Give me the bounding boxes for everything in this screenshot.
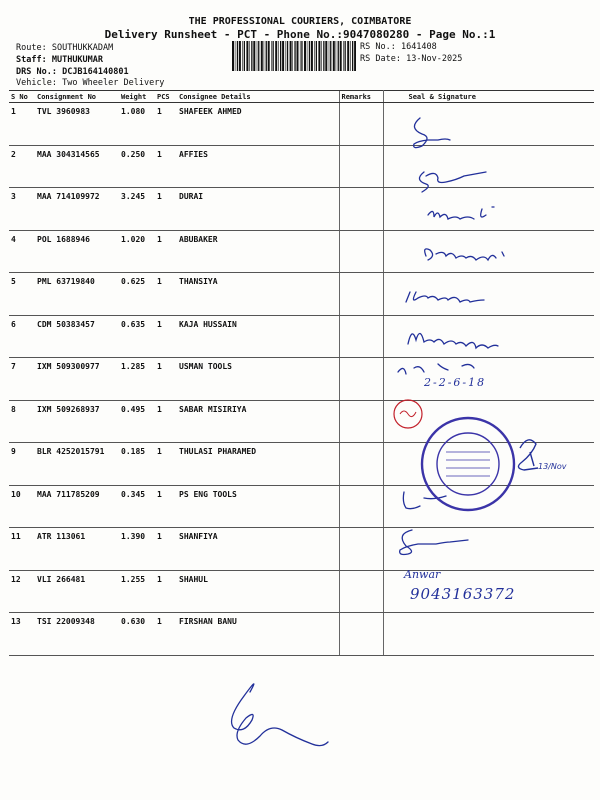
cell-consignment: TSI 22009348 — [35, 613, 119, 656]
col-weight: Weight — [119, 91, 155, 103]
cell-consignment: MAA 711785209 — [35, 485, 119, 528]
barcode-bar — [347, 41, 349, 71]
cell-consignee: THULASI PHARAMED — [177, 443, 339, 486]
cell-pcs: 1 — [155, 273, 177, 316]
barcode-bar — [292, 41, 293, 71]
barcode-bar — [266, 41, 267, 71]
cell-consignment: MAA 304314565 — [35, 145, 119, 188]
cell-consignment: VLI 266481 — [35, 570, 119, 613]
cell-consignee: SHANFIYA — [177, 528, 339, 571]
table-row — [9, 103, 594, 146]
table-row — [9, 315, 594, 358]
cell-remarks — [339, 358, 383, 401]
cell-pcs: 1 — [155, 570, 177, 613]
rs-no-line — [360, 42, 437, 52]
cell-weight: 1.285 — [119, 358, 155, 401]
rs-date-value: 13-Nov-2025 — [406, 54, 463, 64]
col-pcs: PCS — [155, 91, 177, 103]
barcode-bar — [257, 41, 258, 71]
staff-label: Staff: — [16, 55, 47, 65]
barcode-bar — [242, 41, 243, 71]
drs-line — [16, 67, 129, 77]
barcode-bar — [246, 41, 248, 71]
vehicle-value: Two Wheeler Delivery — [62, 78, 165, 88]
cell-weight: 1.020 — [119, 230, 155, 273]
handwritten-name-note: Anwar — [404, 568, 441, 581]
barcode-bar — [239, 41, 241, 71]
barcode-bar — [271, 41, 272, 71]
cell-consignment: MAA 714109972 — [35, 188, 119, 231]
barcode-bar — [273, 41, 274, 71]
table-row — [9, 188, 594, 231]
cell-consignee: FIRSHAN BANU — [177, 613, 339, 656]
barcode-bar — [261, 41, 263, 71]
barcode-bar — [323, 41, 324, 71]
route-line — [16, 43, 113, 53]
cell-signature — [383, 613, 594, 656]
barcode-bar — [290, 41, 292, 71]
drs-label: DRS No.: — [16, 67, 57, 77]
cell-remarks — [339, 485, 383, 528]
barcode — [232, 41, 356, 71]
cell-consignment: ATR 113061 — [35, 528, 119, 571]
cell-sno: 13 — [9, 613, 35, 656]
cell-consignment: BLR 4252015791 — [35, 443, 119, 486]
barcode-bar — [304, 41, 306, 71]
cell-pcs: 1 — [155, 528, 177, 571]
barcode-bar — [354, 41, 356, 71]
barcode-bar — [325, 41, 327, 71]
barcode-bar — [336, 41, 337, 71]
barcode-bar — [343, 41, 344, 71]
barcode-bar — [268, 41, 270, 71]
cell-consignee: SHAHUL — [177, 570, 339, 613]
handwritten-phone-note: 9043163372 — [410, 585, 516, 603]
rs-date-label: RS Date: — [360, 54, 401, 64]
barcode-bar — [311, 41, 313, 71]
signature-bottom — [232, 684, 328, 746]
cell-pcs: 1 — [155, 145, 177, 188]
barcode-bar — [249, 41, 250, 71]
barcode-bar — [237, 41, 238, 71]
cell-consignment: TVL 3960983 — [35, 103, 119, 146]
barcode-bar — [301, 41, 302, 71]
table-row — [9, 145, 594, 188]
barcode-bar — [330, 41, 331, 71]
barcode-bar — [345, 41, 346, 71]
cell-signature — [383, 230, 594, 273]
cell-consignee: THANSIYA — [177, 273, 339, 316]
cell-weight: 1.255 — [119, 570, 155, 613]
table-row — [9, 273, 594, 316]
cell-pcs: 1 — [155, 188, 177, 231]
table-row — [9, 485, 594, 528]
cell-sno: 6 — [9, 315, 35, 358]
cell-sno: 7 — [9, 358, 35, 401]
cell-consignee: SABAR MISIRIYA — [177, 400, 339, 443]
cell-consignment: PML 63719840 — [35, 273, 119, 316]
barcode-bar — [232, 41, 234, 71]
barcode-bar — [316, 41, 317, 71]
company-name: THE PROFESSIONAL COURIERS, COIMBATORE — [188, 16, 412, 27]
barcode-bar — [251, 41, 252, 71]
barcode-bar — [244, 41, 245, 71]
cell-consignee: DURAI — [177, 188, 339, 231]
cell-remarks — [339, 188, 383, 231]
rs-no-value: 1641408 — [400, 42, 437, 52]
cell-weight: 0.250 — [119, 145, 155, 188]
cell-pcs: 1 — [155, 315, 177, 358]
cell-weight: 1.390 — [119, 528, 155, 571]
cell-remarks — [339, 528, 383, 571]
cell-sno: 8 — [9, 400, 35, 443]
cell-consignment: IXM 509268937 — [35, 400, 119, 443]
cell-signature — [383, 103, 594, 146]
barcode-bar — [318, 41, 320, 71]
barcode-bar — [294, 41, 295, 71]
handwritten-row7-note: 2-2-6-18 — [424, 376, 487, 389]
cell-remarks — [339, 613, 383, 656]
rs-no-label: RS No.: — [360, 42, 396, 52]
barcode-bar — [309, 41, 310, 71]
barcode-bar — [338, 41, 339, 71]
cell-pcs: 1 — [155, 400, 177, 443]
cell-sno: 3 — [9, 188, 35, 231]
cell-pcs: 1 — [155, 613, 177, 656]
cell-consignee: PS ENG TOOLS — [177, 485, 339, 528]
barcode-bar — [352, 41, 353, 71]
barcode-bar — [333, 41, 335, 71]
cell-weight: 0.345 — [119, 485, 155, 528]
cell-sno: 1 — [9, 103, 35, 146]
barcode-bar — [235, 41, 236, 71]
barcode-bar — [321, 41, 322, 71]
cell-weight: 3.245 — [119, 188, 155, 231]
cell-sno: 10 — [9, 485, 35, 528]
runsheet-title: Delivery Runsheet - PCT - Phone No.:9047080280 - Page No.:1 — [104, 28, 496, 41]
cell-signature — [383, 358, 594, 401]
barcode-bar — [287, 41, 288, 71]
barcode-bar — [282, 41, 284, 71]
table-row — [9, 613, 594, 656]
col-sno: S No — [9, 91, 35, 103]
table-row — [9, 230, 594, 273]
cell-sno: 4 — [9, 230, 35, 273]
cell-weight: 0.495 — [119, 400, 155, 443]
cell-weight: 0.635 — [119, 315, 155, 358]
runsheet-table — [9, 90, 594, 656]
cell-remarks — [339, 315, 383, 358]
cell-consignment: POL 1688946 — [35, 230, 119, 273]
cell-remarks — [339, 230, 383, 273]
cell-signature — [383, 145, 594, 188]
cell-pcs: 1 — [155, 443, 177, 486]
barcode-bar — [314, 41, 315, 71]
cell-remarks — [339, 570, 383, 613]
cell-signature — [383, 273, 594, 316]
cell-consignee: USMAN TOOLS — [177, 358, 339, 401]
cell-signature — [383, 528, 594, 571]
table-row — [9, 358, 594, 401]
vehicle-label: Vehicle: — [16, 78, 57, 88]
barcode-bar — [253, 41, 255, 71]
route-value: SOUTHUKKADAM — [51, 43, 114, 53]
barcode-bar — [275, 41, 277, 71]
cell-remarks — [339, 103, 383, 146]
cell-remarks — [339, 400, 383, 443]
barcode-bar — [286, 41, 287, 71]
cell-sno: 12 — [9, 570, 35, 613]
col-remarks: Remarks — [339, 91, 383, 103]
cell-consignment: IXM 509300977 — [35, 358, 119, 401]
barcode-bar — [280, 41, 281, 71]
cell-weight: 0.630 — [119, 613, 155, 656]
cell-sno: 9 — [9, 443, 35, 486]
cell-signature — [383, 315, 594, 358]
barcode-bar — [300, 41, 301, 71]
stamp-date-note: 13/Nov — [538, 462, 567, 471]
cell-pcs: 1 — [155, 485, 177, 528]
barcode-bar — [329, 41, 330, 71]
cell-signature — [383, 485, 594, 528]
cell-weight: 0.625 — [119, 273, 155, 316]
rs-date-line — [360, 54, 462, 64]
barcode-bar — [307, 41, 308, 71]
cell-pcs: 1 — [155, 103, 177, 146]
cell-remarks — [339, 145, 383, 188]
staff-value: MUTHUKUMAR — [51, 55, 104, 65]
cell-weight: 0.185 — [119, 443, 155, 486]
col-consignment: Consignment No — [35, 91, 119, 103]
barcode-bar — [340, 41, 342, 71]
cell-consignee: SHAFEEK AHMED — [177, 103, 339, 146]
barcode-bar — [297, 41, 299, 71]
barcode-bar — [350, 41, 351, 71]
cell-sno: 2 — [9, 145, 35, 188]
cell-signature — [383, 188, 594, 231]
table-row — [9, 528, 594, 571]
barcode-bar — [278, 41, 279, 71]
table-row — [9, 400, 594, 443]
cell-sno: 5 — [9, 273, 35, 316]
vehicle-line — [16, 78, 164, 88]
drs-value: DCJB164140801 — [62, 67, 129, 77]
col-signature: Seal & Signature — [383, 91, 594, 103]
table-header-row — [9, 91, 594, 103]
cell-remarks — [339, 443, 383, 486]
cell-consignment: CDM 50383457 — [35, 315, 119, 358]
cell-weight: 1.080 — [119, 103, 155, 146]
cell-consignee: AFFIES — [177, 145, 339, 188]
col-consignee: Consignee Details — [177, 91, 339, 103]
cell-signature — [383, 400, 594, 443]
cell-remarks — [339, 273, 383, 316]
staff-line — [16, 55, 103, 65]
cell-pcs: 1 — [155, 230, 177, 273]
cell-consignee: KAJA HUSSAIN — [177, 315, 339, 358]
table-row — [9, 443, 594, 486]
barcode-bar — [264, 41, 265, 71]
cell-consignee: ABUBAKER — [177, 230, 339, 273]
cell-sno: 11 — [9, 528, 35, 571]
cell-pcs: 1 — [155, 358, 177, 401]
barcode-bar — [258, 41, 259, 71]
route-label: Route: — [16, 43, 47, 53]
